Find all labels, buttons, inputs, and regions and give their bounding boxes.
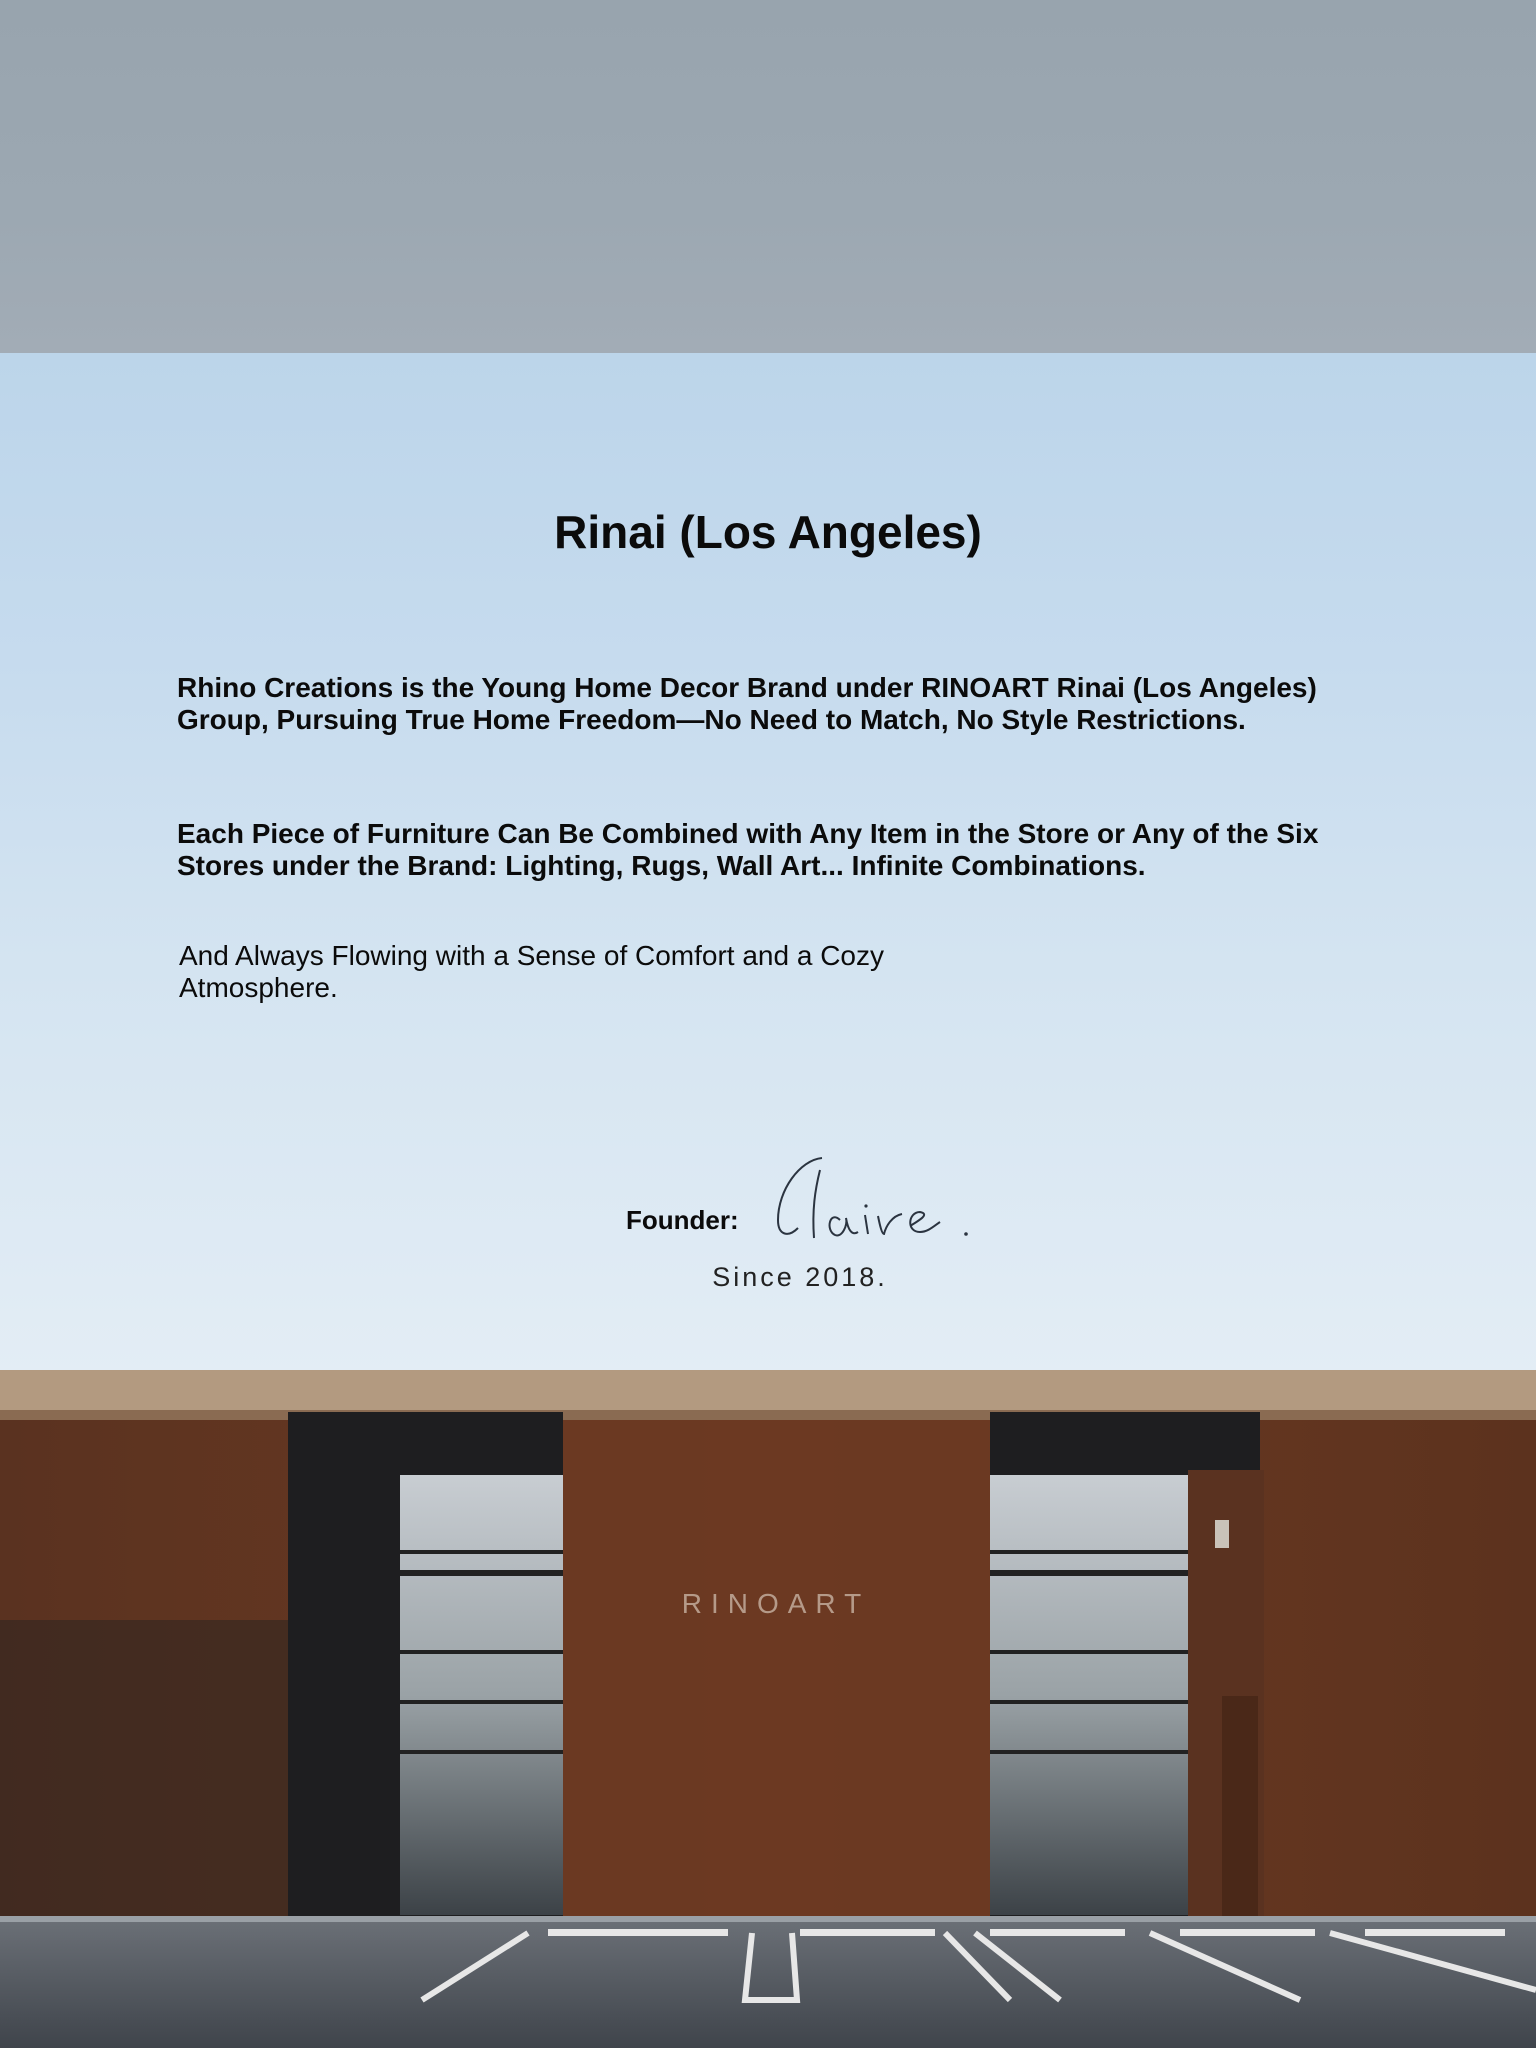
top-gray-band bbox=[0, 0, 1536, 353]
intro-paragraph: Rhino Creations is the Young Home Decor Brand under RINOART Rinai (Los Angeles) Group, Pursuing True Home Freedom—No Need to Match, No Style Restrictions. bbox=[177, 672, 1317, 735]
founder-signature bbox=[770, 1150, 980, 1250]
founder-label: Founder: bbox=[626, 1205, 739, 1235]
combination-paragraph: Each Piece of Furniture Can Be Combined with Any Item in the Store or Any of the Six Stores under the Brand: Lighting, Rugs, Wall Art... Infinite Combinations. bbox=[177, 818, 1319, 881]
storefront-photo bbox=[0, 1370, 1536, 2048]
page-title: Rinai (Los Angeles) bbox=[554, 506, 982, 558]
since-year: Since 2018. bbox=[712, 1262, 888, 1292]
comfort-paragraph: And Always Flowing with a Sense of Comfort and a Cozy Atmosphere. bbox=[179, 940, 885, 1003]
storefront-sign: RINOART bbox=[681, 1588, 871, 1619]
